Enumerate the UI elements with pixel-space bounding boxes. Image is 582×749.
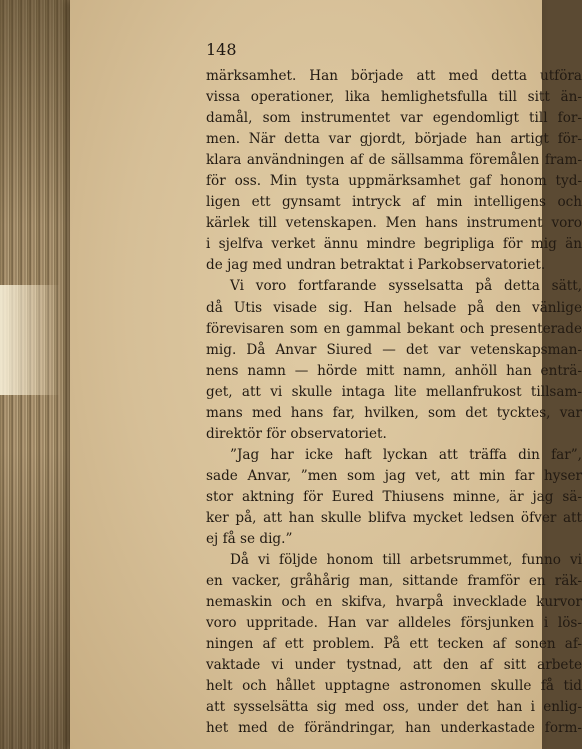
text-line: i sjelfva verket ännu mindre begripliga för mig än — [206, 236, 582, 253]
book-page — [70, 0, 582, 749]
text-line: nemaskin och en skifva, hvarpå invecklade kurvor — [206, 594, 582, 611]
text-line: men. När detta var gjordt, började han artigt för- — [206, 131, 582, 148]
text-line: de jag med undran betraktat i Parkobservatoriet. — [206, 257, 546, 274]
text-line: ej få se dig.” — [206, 531, 293, 548]
text-line: kärlek till vetenskapen. Men hans instrument voro — [206, 215, 582, 232]
text-line: Då vi följde honom till arbetsrummet, funno vi — [230, 552, 582, 569]
text-line: helt och hållet upptagne astronomen skulle få tid — [206, 678, 582, 695]
text-line: vissa operationer, lika hemlighetsfulla till sitt än- — [206, 89, 582, 106]
text-line: get, att vi skulle intaga lite mellanfrukost tillsam- — [206, 383, 582, 400]
body-text — [206, 66, 582, 740]
text-line: ningen af ett problem. På ett tecken af sonen af- — [206, 636, 582, 653]
text-line: Vi voro fortfarande sysselsatta på detta sätt, — [230, 278, 582, 295]
text-line: het med de förändringar, han underkastade form- — [206, 720, 582, 737]
text-line: klara användningen af de sällsamma föremålen fram- — [206, 152, 582, 169]
light-reflection — [0, 285, 60, 395]
text-line: sade Anvar, ”men som jag vet, att min far hyser — [206, 467, 582, 484]
page-number: 148 — [206, 40, 237, 59]
text-line: att sysselsätta sig med oss, under det han i enlig- — [206, 699, 582, 716]
text-line: märksamhet. Han började att med detta utföra — [206, 68, 582, 84]
text-line: damål, som instrumentet var egendomligt till for- — [206, 110, 582, 127]
text-line: mans med hans far, hvilken, som det tycktes, var — [206, 404, 582, 421]
text-line: för oss. Min tysta uppmärksamhet gaf honom tyd- — [206, 173, 582, 190]
text-line: voro uppritade. Han var alldeles försjunken i lös- — [206, 615, 582, 632]
text-line: mig. Då Anvar Siured — det var vetenskapsman- — [206, 341, 582, 358]
text-line: ”Jag har icke haft lyckan att träffa din far”, — [230, 446, 582, 463]
text-line: förevisaren som en gammal bekant och presenterade — [206, 320, 582, 337]
text-line: då Utis visade sig. Han helsade på den vänlige — [206, 299, 582, 316]
text-line: direktör för observatoriet. — [206, 425, 387, 442]
text-line: vaktade vi under tystnad, att den af sitt arbete — [206, 657, 582, 674]
text-line: ker på, att han skulle blifva mycket ledsen öfver att — [206, 509, 582, 526]
text-line: ligen ett gynsamt intryck af min intelligens och — [206, 194, 582, 211]
text-line: stor aktning för Eured Thiusens minne, är jag sä- — [206, 488, 582, 505]
text-line: en vacker, gråhårig man, sittande framför en räk- — [206, 573, 582, 590]
text-line: nens namn — hörde mitt namn, anhöll han enträ- — [206, 362, 582, 379]
